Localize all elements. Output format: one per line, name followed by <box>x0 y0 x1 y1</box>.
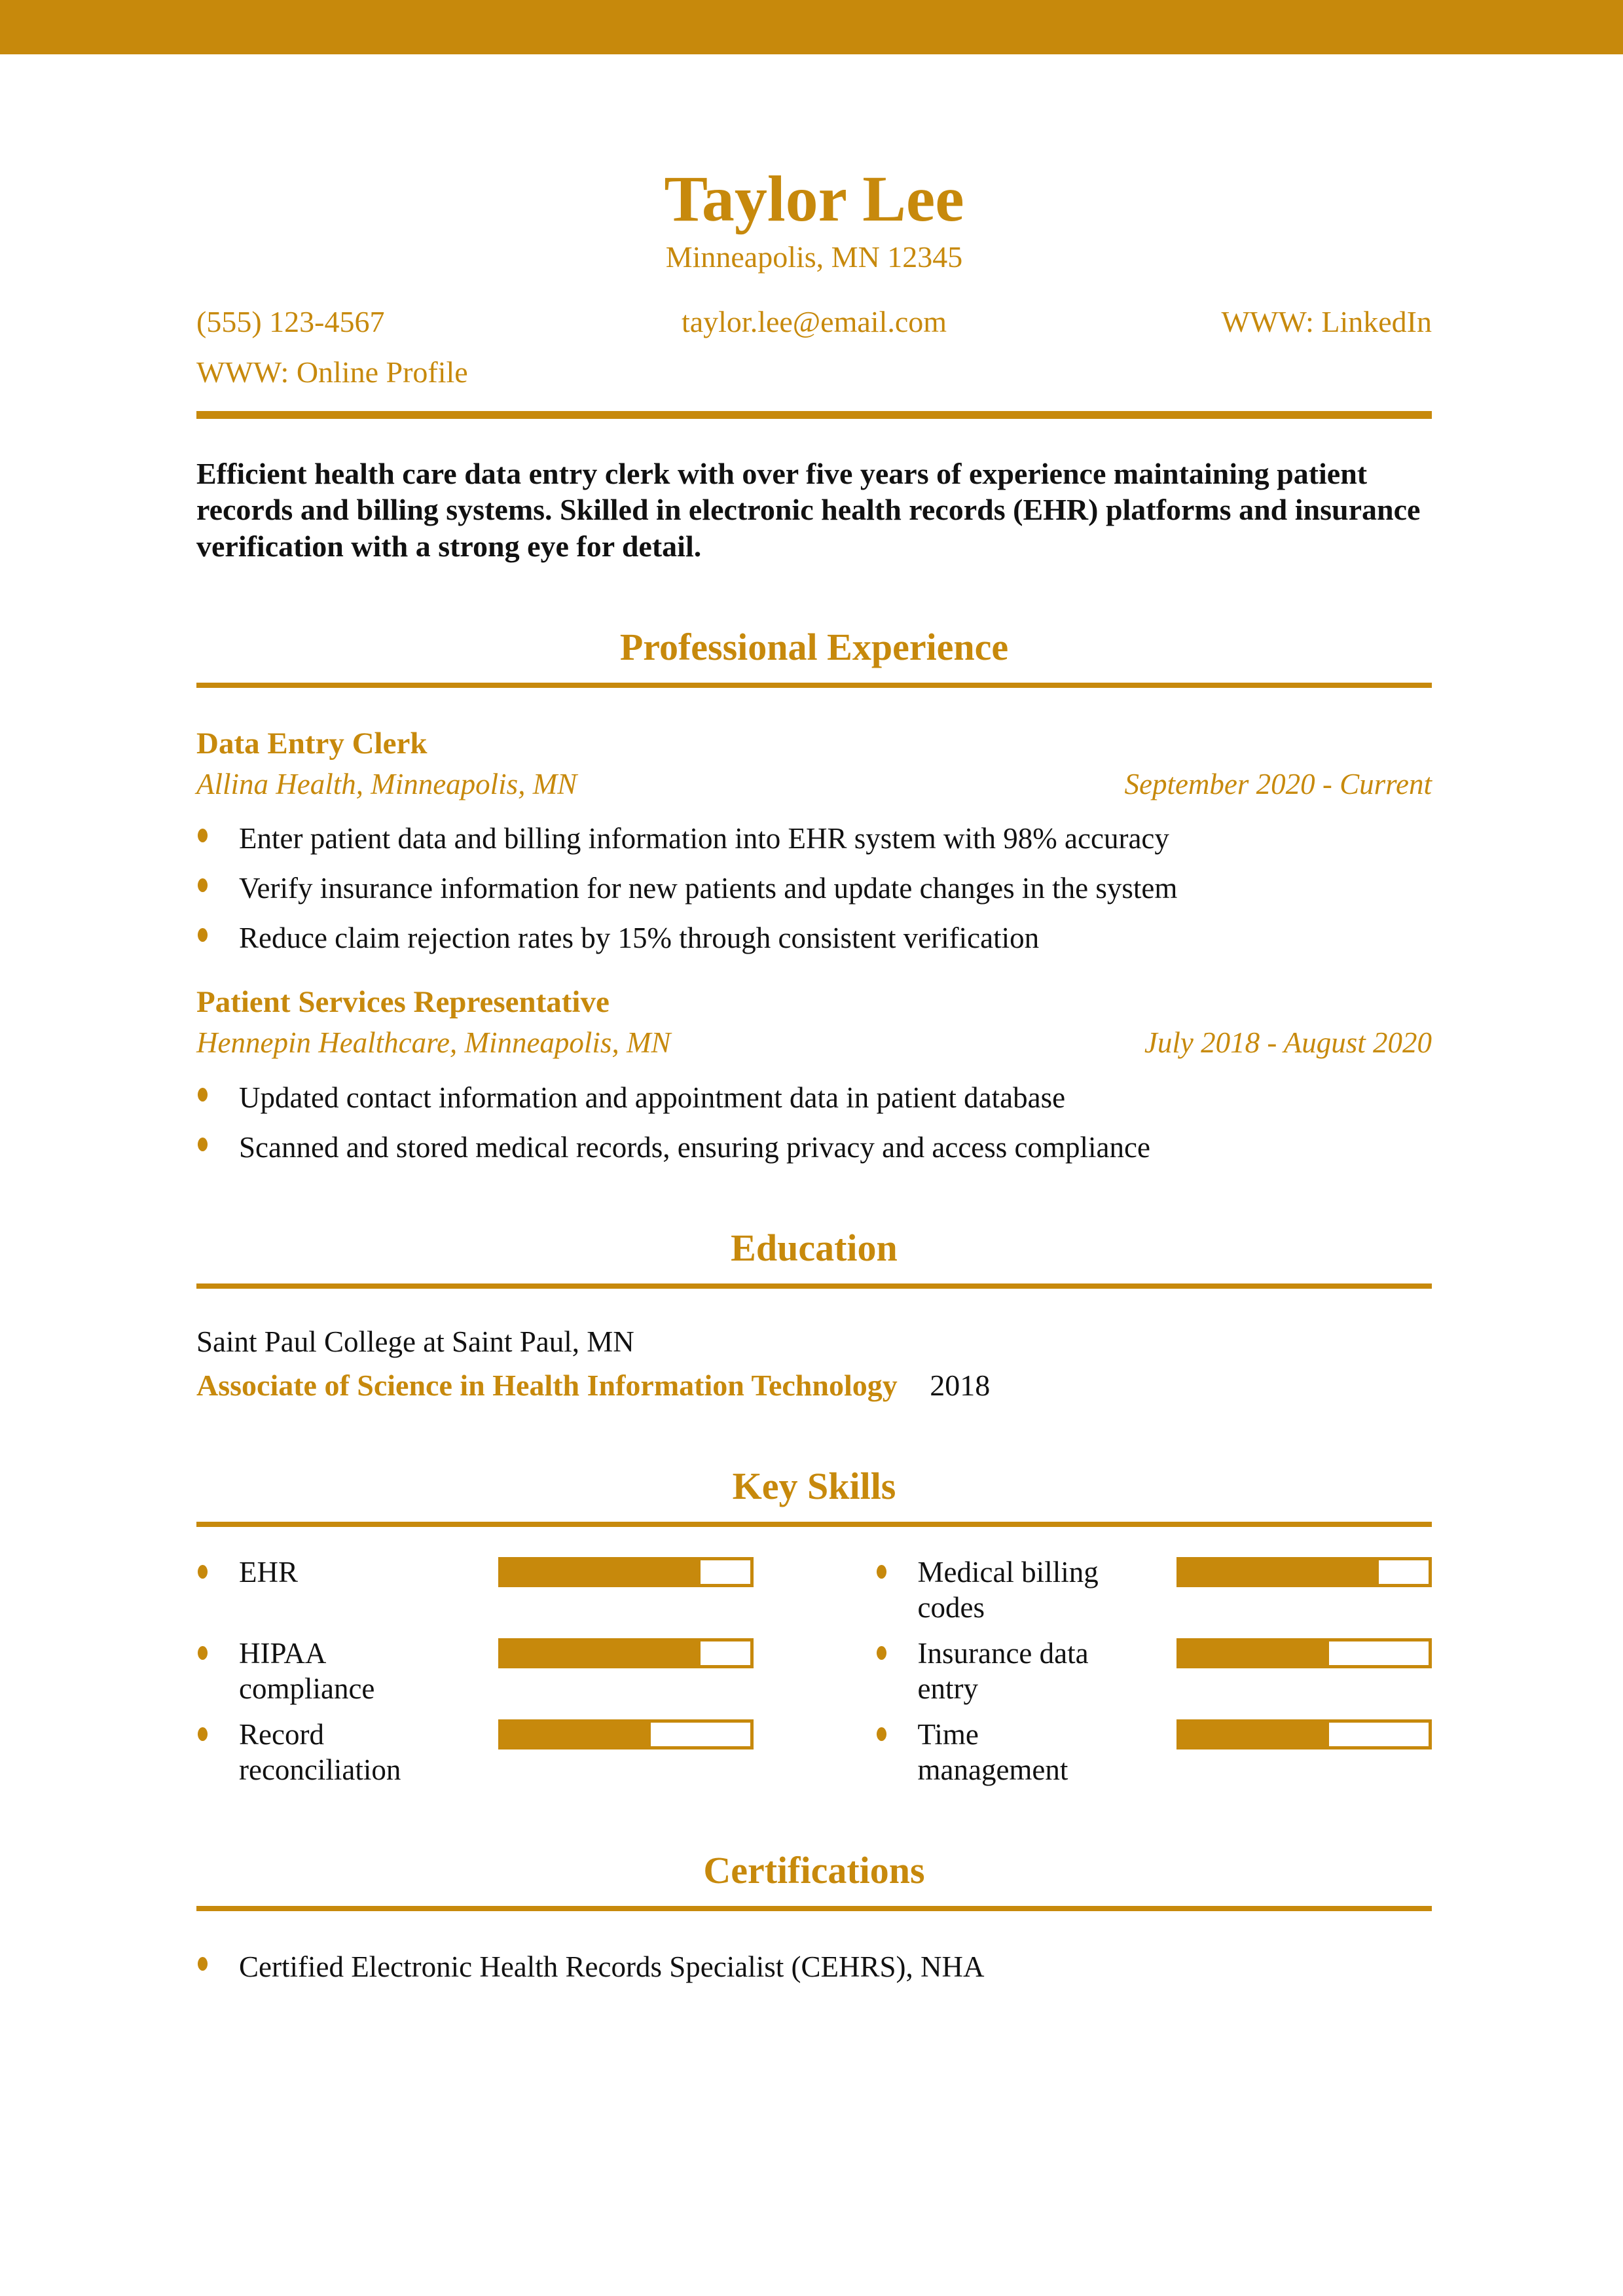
skills-section-rule <box>196 1522 1432 1527</box>
experience-section-rule <box>196 683 1432 688</box>
bullet-text: Scanned and stored medical records, ensuring privacy and access compliance <box>239 1131 1150 1164</box>
contact-info <box>196 306 1432 389</box>
certifications-section-rule <box>196 1906 1432 1911</box>
job-title: Data Entry Clerk <box>196 726 428 761</box>
skill-item <box>875 1717 1432 1787</box>
candidate-location: Minneapolis, MN 12345 <box>665 240 963 274</box>
education-school: Saint Paul College at Saint Paul, MN <box>196 1325 634 1358</box>
skill-label: Record reconciliation <box>239 1717 401 1786</box>
bullet-icon <box>198 1088 208 1102</box>
skill-item <box>875 1636 1432 1706</box>
list-item <box>196 1130 1432 1165</box>
list-item <box>196 1949 1432 1984</box>
skill-item <box>196 1717 754 1787</box>
online-profile-link[interactable]: WWW: Online Profile <box>196 355 468 389</box>
certifications-list <box>196 1949 1432 1984</box>
top-accent-bar <box>0 0 1623 54</box>
job-dates: September 2020 - Current <box>1124 767 1432 800</box>
education-degree-row <box>196 1367 1432 1403</box>
candidate-name: Taylor Lee <box>664 162 964 235</box>
job-bullet-list <box>196 1080 1432 1165</box>
bullet-text: Enter patient data and billing information into EHR system with 98% accuracy <box>239 822 1169 855</box>
email-link[interactable]: taylor.lee@email.com <box>681 305 947 338</box>
job-bullet-list <box>196 821 1432 956</box>
bullet-icon <box>198 829 208 842</box>
education-section-rule <box>196 1283 1432 1289</box>
skill-label: Medical billing codes <box>917 1555 1099 1624</box>
skill-item <box>196 1636 754 1706</box>
job-entry <box>196 726 1432 956</box>
list-item <box>196 1080 1432 1115</box>
job-title: Patient Services Representative <box>196 985 610 1020</box>
list-item <box>196 870 1432 906</box>
skills-section-title: Key Skills <box>732 1465 896 1508</box>
phone-number: (555) 123-4567 <box>196 305 385 338</box>
skill-level-fill <box>1180 1723 1329 1746</box>
certification-text: Certified Electronic Health Records Specialist (CEHRS), NHA <box>239 1950 985 1983</box>
bullet-icon <box>198 1957 208 1971</box>
skill-label: Insurance data entry <box>917 1636 1089 1705</box>
skill-item <box>196 1554 754 1625</box>
bullet-icon <box>877 1727 886 1741</box>
job-meta-row <box>196 1026 1432 1060</box>
job-dates: July 2018 - August 2020 <box>1144 1026 1432 1060</box>
skills-grid <box>196 1554 1432 1787</box>
certifications-section <box>196 1850 1432 1984</box>
bullet-icon <box>198 928 208 942</box>
skill-level-bar <box>1176 1557 1432 1587</box>
education-section <box>196 1227 1432 1403</box>
skill-level-fill <box>501 1641 701 1665</box>
education-section-title: Education <box>731 1227 898 1270</box>
skill-level-bar <box>1176 1719 1432 1749</box>
job-company: Hennepin Healthcare, Minneapolis, MN <box>196 1026 671 1060</box>
bullet-icon <box>877 1646 886 1660</box>
skill-level-fill <box>501 1723 651 1746</box>
education-year: 2018 <box>930 1368 991 1402</box>
skill-item <box>875 1554 1432 1625</box>
bullet-text: Verify insurance information for new patients and update changes in the system <box>239 872 1178 905</box>
skill-level-fill <box>1180 1641 1329 1665</box>
skill-label: EHR <box>239 1555 298 1588</box>
job-meta-row <box>196 768 1432 802</box>
list-item <box>196 821 1432 856</box>
skill-level-bar <box>498 1719 754 1749</box>
skill-level-bar <box>1176 1638 1432 1668</box>
skill-level-bar <box>498 1557 754 1587</box>
experience-section-title: Professional Experience <box>619 625 1009 668</box>
bullet-icon <box>198 878 208 892</box>
bullet-icon <box>198 1646 208 1660</box>
bullet-icon <box>198 1138 208 1151</box>
job-entry <box>196 984 1432 1165</box>
skill-level-fill <box>501 1560 701 1584</box>
skill-label: HIPAA compliance <box>239 1636 375 1705</box>
linkedin-link[interactable]: WWW: LinkedIn <box>1221 305 1432 338</box>
skill-level-fill <box>1180 1560 1379 1584</box>
header-divider <box>196 411 1432 419</box>
bullet-icon <box>198 1727 208 1741</box>
resume-content <box>0 164 1623 1984</box>
professional-summary: Efficient health care data entry clerk with over five years of experience maintaining patient records and billing systems. Skilled in electronic health records (EHR) platforms and insurance verification with a strong eye for detail. <box>196 457 1421 563</box>
skill-label: Time management <box>917 1717 1068 1786</box>
skill-level-bar <box>498 1638 754 1668</box>
job-company: Allina Health, Minneapolis, MN <box>196 767 577 800</box>
bullet-text: Updated contact information and appointment data in patient database <box>239 1081 1066 1115</box>
education-degree: Associate of Science in Health Information Technology <box>196 1368 898 1402</box>
bullet-icon <box>877 1565 886 1579</box>
skills-section <box>196 1465 1432 1787</box>
list-item <box>196 920 1432 956</box>
certifications-section-title: Certifications <box>703 1848 925 1892</box>
bullet-text: Reduce claim rejection rates by 15% through consistent verification <box>239 922 1040 955</box>
experience-section <box>196 626 1432 1165</box>
bullet-icon <box>198 1565 208 1579</box>
